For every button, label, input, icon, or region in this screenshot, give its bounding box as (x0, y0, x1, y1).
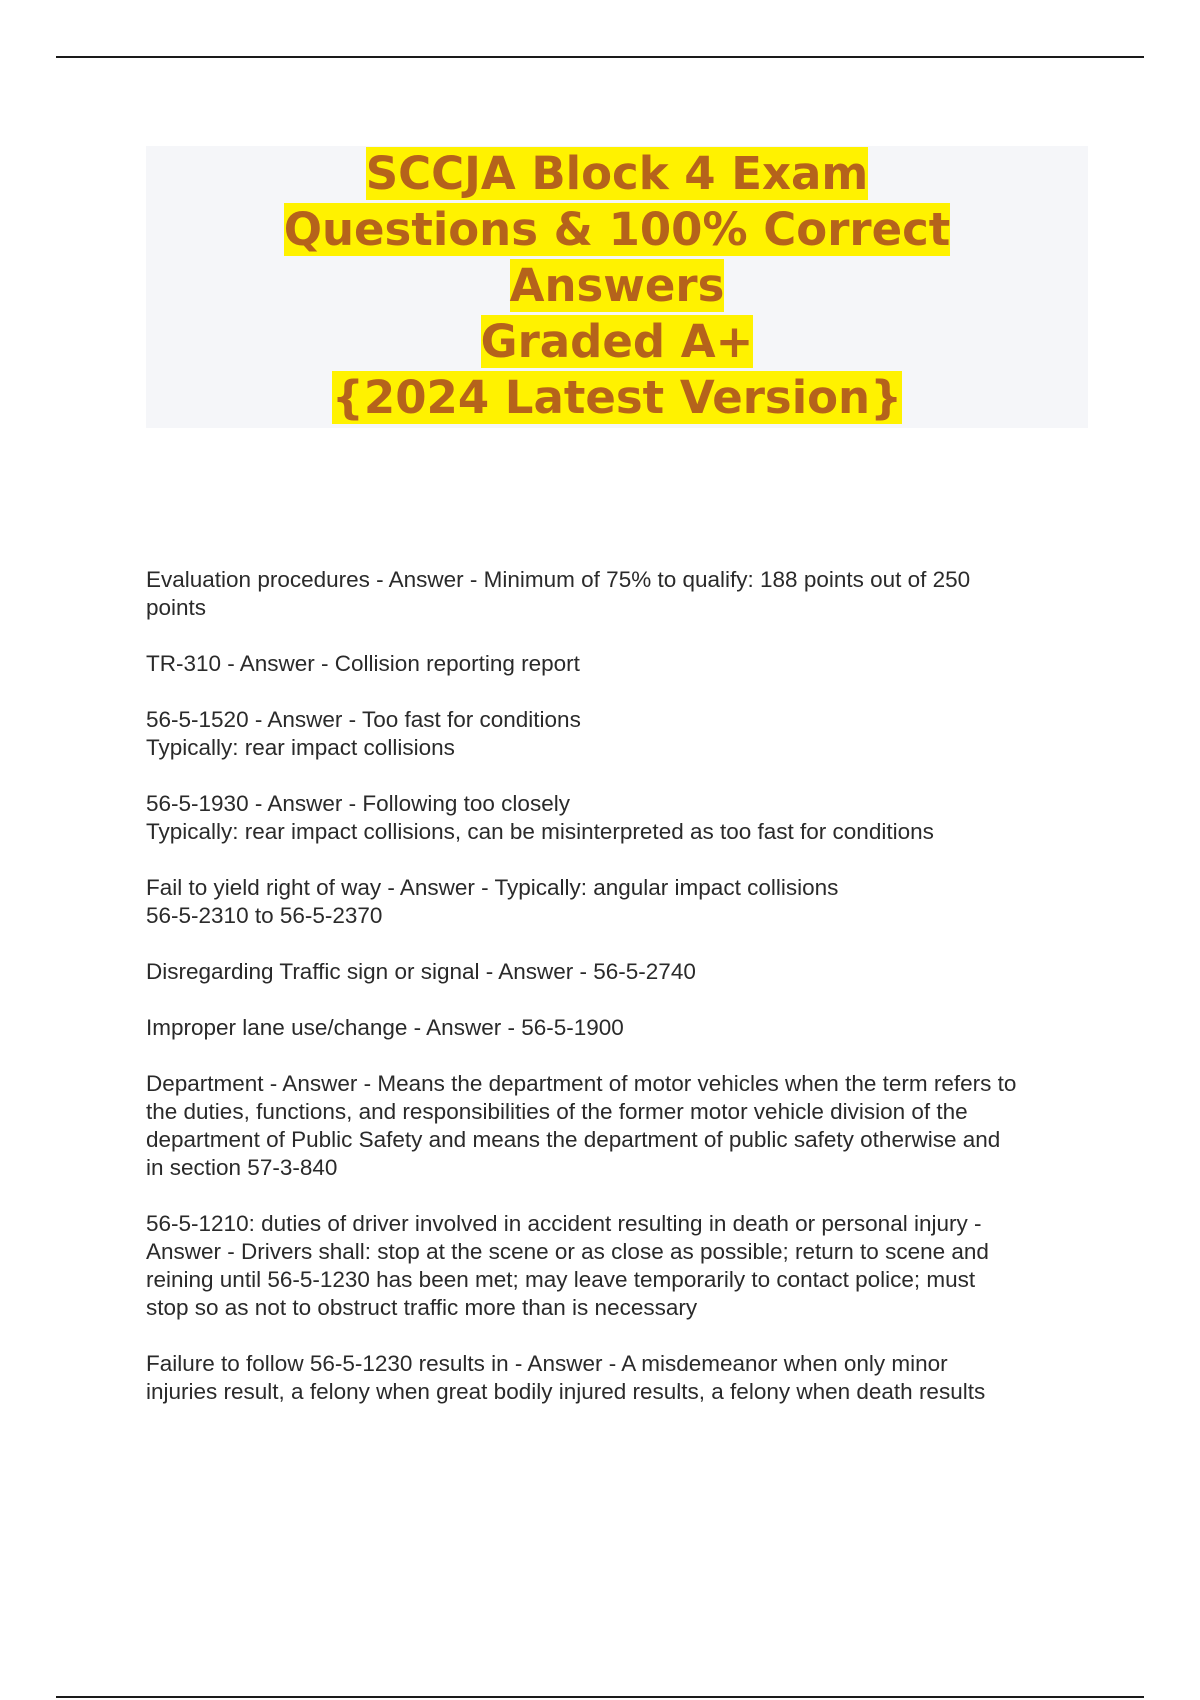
qa-line: Typically: rear impact collisions, can be misinterpreted as too fast for conditions (146, 819, 934, 844)
qa-line: injuries result, a felony when great bodily injured results, a felony when death results (146, 1379, 986, 1404)
qa-item (146, 650, 1096, 678)
qa-line: Typically: rear impact collisions (146, 735, 455, 760)
qa-line: Failure to follow 56-5-1230 results in - Answer - A misdemeanor when only minor (146, 1351, 948, 1376)
qa-line: 56-5-2310 to 56-5-2370 (146, 903, 383, 928)
qa-line: Fail to yield right of way - Answer - Typically: angular impact collisions (146, 875, 839, 900)
qa-line: TR-310 - Answer - Collision reporting report (146, 651, 580, 676)
qa-line: Answer - Drivers shall: stop at the scene or as close as possible; return to scene and (146, 1239, 989, 1264)
qa-line: points (146, 595, 207, 620)
qa-item (146, 706, 1096, 762)
qa-list (146, 566, 1096, 1434)
qa-line: 56-5-1930 - Answer - Following too closely (146, 791, 570, 816)
qa-line: Disregarding Traffic sign or signal - Answer - 56-5-2740 (146, 959, 696, 984)
qa-item (146, 1070, 1096, 1182)
qa-item (146, 1350, 1096, 1406)
title-line: {2024 Latest Version} (331, 371, 903, 424)
qa-item (146, 958, 1096, 986)
title-line: Answers (509, 259, 725, 312)
top-rule (56, 56, 1144, 58)
qa-line: stop so as not to obstruct traffic more than is necessary (146, 1295, 698, 1320)
qa-line: reining until 56-5-1230 has been met; may leave temporarily to contact police; must (146, 1267, 976, 1292)
qa-line: in section 57-3-840 (146, 1155, 338, 1180)
qa-line: department of Public Safety and means the department of public safety otherwise and (146, 1127, 1001, 1152)
qa-line: Improper lane use/change - Answer - 56-5-1900 (146, 1015, 624, 1040)
qa-item (146, 790, 1096, 846)
qa-line: the duties, functions, and responsibilities of the former motor vehicle division of the (146, 1099, 968, 1124)
title-line: Graded A+ (480, 315, 754, 368)
qa-line: 56-5-1520 - Answer - Too fast for conditions (146, 707, 581, 732)
bottom-rule (56, 1696, 1144, 1698)
title-line: Questions & 100% Correct (283, 203, 951, 256)
title-line: SCCJA Block 4 Exam (365, 147, 869, 200)
title-block (146, 146, 1088, 428)
qa-item (146, 566, 1096, 622)
qa-line: Evaluation procedures - Answer - Minimum of 75% to qualify: 188 points out of 250 (146, 567, 971, 592)
qa-item (146, 874, 1096, 930)
qa-line: 56-5-1210: duties of driver involved in accident resulting in death or personal injury - (146, 1211, 982, 1236)
qa-line: Department - Answer - Means the department of motor vehicles when the term refers to (146, 1071, 1017, 1096)
qa-item (146, 1210, 1096, 1322)
qa-item (146, 1014, 1096, 1042)
